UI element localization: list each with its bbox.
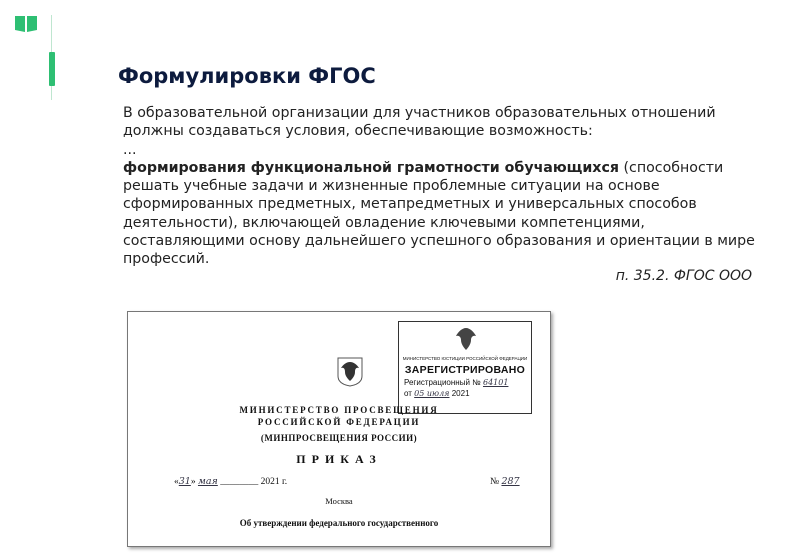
coat-of-arms-icon xyxy=(336,356,364,388)
bold-phrase: формирования функциональной грамотности обучающихся xyxy=(123,159,619,176)
slide-title: Формулировки ФГОС xyxy=(118,64,376,88)
book-icon xyxy=(15,15,37,33)
slide-body xyxy=(123,104,763,269)
main-paragraph xyxy=(123,159,763,269)
accent-bar xyxy=(49,52,55,86)
order-number: № 287 xyxy=(490,476,520,487)
order-date: «31» мая ________ 2021 г. xyxy=(174,476,288,487)
order-document-image: МИНИСТЕРСТВО ЮСТИЦИИ РОССИЙСКОЙ ФЕДЕРАЦИИ ЗАРЕГИСТРИРОВАНО Регистрационный № 64101 от 05 июля 2021 МИНИСТЕРСТВО ПРОСВЕЩЕНИЯ РОССИЙСКОЙ ФЕДЕРАЦИИ (МИНПРОСВЕЩЕНИЯ РОССИИ) ПРИКАЗ «31» мая ________ 2021 г. № 287 Москва Об утверждении федерального государственного xyxy=(127,311,551,547)
coat-of-arms-icon xyxy=(454,326,478,352)
registration-stamp: МИНИСТЕРСТВО ЮСТИЦИИ РОССИЙСКОЙ ФЕДЕРАЦИИ ЗАРЕГИСТРИРОВАНО Регистрационный № 64101 от 05 июля 2021 xyxy=(398,321,532,414)
reference: п. 35.2. ФГОС ООО xyxy=(615,268,752,284)
paragraph-rest: (способности решать учебные задачи и жизненные проблемные ситуации на основе сформированных предметных, метапредметных и универсальных способов деятельности), включающей овладение ключевыми компетенциями, составляющими основу дальнейшего успешного образования и ориентации в мире профессий. xyxy=(123,159,755,268)
intro-text: В образовательной организации для участников образовательных отношений должны создаваться условия, обеспечивающие возможность: xyxy=(123,105,716,140)
ellipsis: ... xyxy=(123,141,137,158)
